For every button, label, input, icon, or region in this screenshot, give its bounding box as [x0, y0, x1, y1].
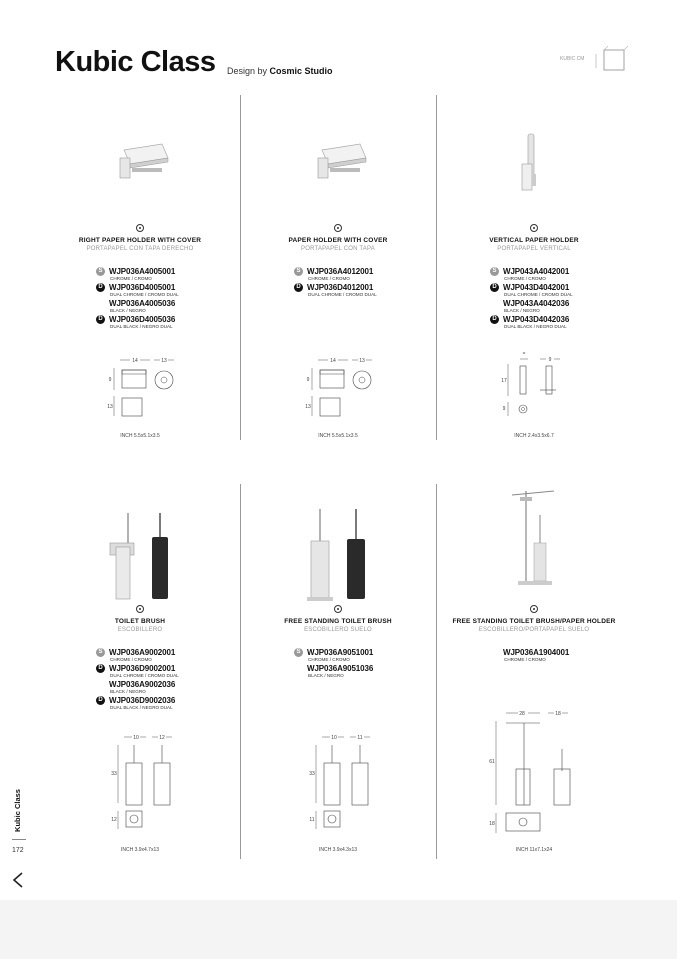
- product-code: WJP036A9002036: [109, 680, 176, 689]
- product-finish: DUAL BLACK / NEGRO DUAL: [110, 324, 173, 329]
- chevron-left-icon: [10, 870, 26, 890]
- side-rule: [12, 839, 26, 840]
- subtitle-author: Cosmic Studio: [269, 66, 333, 76]
- svg-text:13: 13: [305, 404, 311, 410]
- product-photo: [42, 495, 238, 605]
- product-code-row: [42, 267, 238, 283]
- side-collection-label: [4, 790, 34, 830]
- product-name: VERTICAL PAPER HOLDER: [489, 237, 579, 244]
- dual-finish-badge: D: [96, 664, 105, 673]
- product-code-list: [42, 648, 238, 712]
- variant-dot-icon: [334, 605, 342, 613]
- product-photo: [436, 485, 632, 595]
- product-name-spanish: ESCOBILLERO/PORTAPAPEL SUELO: [478, 627, 590, 633]
- svg-text:17: 17: [501, 378, 507, 384]
- inch-dimensions: INCH 5.5x5.1x3.5: [120, 433, 160, 439]
- svg-text:13: 13: [107, 404, 113, 410]
- product-code: WJP036A4012001: [307, 267, 374, 276]
- svg-text:9: 9: [548, 357, 552, 363]
- product-name-spanish: ESCOBILLERO: [117, 627, 163, 633]
- product-code-list: [436, 267, 632, 331]
- technical-drawing: [436, 709, 632, 849]
- variant-dot-icon: [334, 224, 342, 232]
- product-code-row: [42, 680, 238, 696]
- inch-dimensions: INCH 5.5x5.1x3.5: [318, 433, 358, 439]
- single-finish-badge: S: [96, 267, 105, 276]
- single-finish-badge: S: [96, 648, 105, 657]
- product-name: RIGHT PAPER HOLDER WITH COVER: [78, 237, 202, 244]
- product-code: WJP043D4042036: [503, 315, 570, 324]
- product-code-row: [42, 648, 238, 664]
- product-code: WJP036D4005001: [109, 283, 176, 292]
- product-finish: CHROME / CROMO: [110, 276, 152, 281]
- svg-text:18: 18: [555, 711, 561, 717]
- single-finish-badge: S: [294, 267, 303, 276]
- svg-text:14: 14: [330, 358, 336, 364]
- svg-text:12: 12: [159, 735, 165, 741]
- technical-drawing: [240, 733, 436, 843]
- product-photo: [42, 130, 238, 230]
- inch-dimensions: INCH 3.9x4.3x13: [318, 847, 358, 853]
- product-code-list: [240, 267, 436, 299]
- collection-logo: [560, 44, 630, 74]
- product-name: PAPER HOLDER WITH COVER: [288, 237, 388, 244]
- product-code: WJP036D9002036: [109, 696, 176, 705]
- inch-dimensions: INCH 3.9x4.7x13: [120, 847, 160, 853]
- svg-text:10: 10: [133, 735, 139, 741]
- product-finish: CHROME / CROMO: [308, 657, 350, 662]
- product-finish: CHROME / CROMO: [308, 276, 350, 281]
- product-code: WJP036A4005036: [109, 299, 176, 308]
- product-finish: DUAL BLACK / NEGRO DUAL: [110, 705, 173, 710]
- inch-dimensions: INCH 11x7.1x24: [515, 847, 553, 853]
- product-code-list: [436, 648, 632, 664]
- technical-drawing: [42, 356, 238, 426]
- product-name-spanish: ESCOBILLERO SUELO: [304, 627, 372, 633]
- product-code: WJP043A4042001: [503, 267, 570, 276]
- product-code-row: [42, 299, 238, 315]
- product-photo: [240, 130, 436, 230]
- product-code-row: [240, 664, 436, 680]
- variant-dot-icon: [530, 224, 538, 232]
- product-code-row: [436, 299, 632, 315]
- svg-text:12: 12: [111, 817, 117, 823]
- technical-drawing: [42, 733, 238, 843]
- product-code: WJP036A4005001: [109, 267, 176, 276]
- dual-finish-badge: D: [294, 283, 303, 292]
- single-finish-badge: S: [294, 648, 303, 657]
- product-name-spanish: PORTAPAPEL CON TAPA: [301, 246, 375, 252]
- product-name-spanish: PORTAPAPEL VERTICAL: [497, 246, 571, 252]
- svg-text:9: 9: [108, 377, 112, 383]
- svg-text:13: 13: [161, 358, 167, 364]
- product-code-row: [436, 283, 632, 299]
- product-code: WJP036A9051036: [307, 664, 374, 673]
- subtitle-prefix: Design by: [227, 66, 268, 76]
- product-code-row: [436, 315, 632, 331]
- product-code: WJP036A9002001: [109, 648, 176, 657]
- page-title: Kubic Class: [55, 46, 216, 78]
- product-code-row: [42, 664, 238, 680]
- product-photo: [436, 130, 632, 230]
- variant-dot-icon: [530, 605, 538, 613]
- product-finish: BLACK / NEGRO: [110, 308, 146, 313]
- side-label-text: Kubic Class: [12, 789, 22, 832]
- dual-finish-badge: D: [490, 315, 499, 324]
- svg-text:28: 28: [519, 711, 525, 717]
- product-finish: CHROME / CROMO: [504, 276, 546, 281]
- svg-text:6: 6: [522, 352, 526, 356]
- svg-text:13: 13: [359, 358, 365, 364]
- product-code: WJP043A4042036: [503, 299, 570, 308]
- product-code-row: [240, 648, 436, 664]
- svg-text:14: 14: [132, 358, 138, 364]
- product-finish: BLACK / NEGRO: [308, 673, 344, 678]
- product-code: WJP036A1904001: [503, 648, 570, 657]
- product-name: FREE STANDING TOILET BRUSH/PAPER HOLDER: [452, 618, 616, 625]
- product-finish: DUAL CHROME / CROMO DUAL: [308, 292, 377, 297]
- product-finish: CHROME / CROMO: [504, 657, 546, 662]
- product-name-spanish: PORTAPAPEL CON TAPA DERECHO: [86, 246, 194, 252]
- dual-finish-badge: D: [490, 283, 499, 292]
- svg-text:11: 11: [357, 735, 363, 741]
- page-subtitle: [227, 66, 333, 76]
- inch-dimensions: INCH 2.4x3.5x6.7: [514, 433, 554, 439]
- product-finish: BLACK / NEGRO: [110, 689, 146, 694]
- svg-text:33: 33: [309, 771, 315, 777]
- product-code-row: [42, 283, 238, 299]
- product-photo: [240, 495, 436, 605]
- technical-drawing: [240, 356, 436, 426]
- product-code: WJP036D4012001: [307, 283, 374, 292]
- svg-text:18: 18: [489, 821, 495, 827]
- product-code: WJP036A9051001: [307, 648, 374, 657]
- product-code-row: [42, 696, 238, 712]
- product-finish: DUAL CHROME / CROMO DUAL: [110, 292, 179, 297]
- product-finish: DUAL BLACK / NEGRO DUAL: [504, 324, 567, 329]
- product-code-row: [436, 648, 632, 664]
- product-code-row: [436, 267, 632, 283]
- dual-finish-badge: D: [96, 696, 105, 705]
- svg-text:33: 33: [111, 771, 117, 777]
- page-number: 172: [12, 847, 24, 854]
- single-finish-badge: S: [490, 267, 499, 276]
- product-code-list: [42, 267, 238, 331]
- svg-text:11: 11: [309, 817, 315, 823]
- product-code-row: [240, 267, 436, 283]
- product-finish: DUAL CHROME / CROMO DUAL: [110, 673, 179, 678]
- product-code-row: [42, 315, 238, 331]
- svg-text:61: 61: [489, 759, 495, 765]
- product-name: TOILET BRUSH: [114, 618, 166, 625]
- dual-finish-badge: D: [96, 283, 105, 292]
- product-finish: DUAL CHROME / CROMO DUAL: [504, 292, 573, 297]
- product-code-row: [240, 283, 436, 299]
- back-button[interactable]: [10, 870, 26, 890]
- product-finish: BLACK / NEGRO: [504, 308, 540, 313]
- product-code: WJP036D9002001: [109, 664, 176, 673]
- svg-text:9: 9: [306, 377, 310, 383]
- svg-text:9: 9: [502, 406, 506, 412]
- variant-dot-icon: [136, 605, 144, 613]
- technical-drawing: [436, 352, 632, 422]
- variant-dot-icon: [136, 224, 144, 232]
- svg-text:10: 10: [331, 735, 337, 741]
- product-finish: CHROME / CROMO: [110, 657, 152, 662]
- product-code: WJP043D4042001: [503, 283, 570, 292]
- logo-label: KUBIC CM: [560, 56, 585, 62]
- product-name: FREE STANDING TOILET BRUSH: [284, 618, 392, 625]
- viewer-footer: [0, 900, 677, 959]
- product-code-list: [240, 648, 436, 680]
- product-code: WJP036D4005036: [109, 315, 176, 324]
- dual-finish-badge: D: [96, 315, 105, 324]
